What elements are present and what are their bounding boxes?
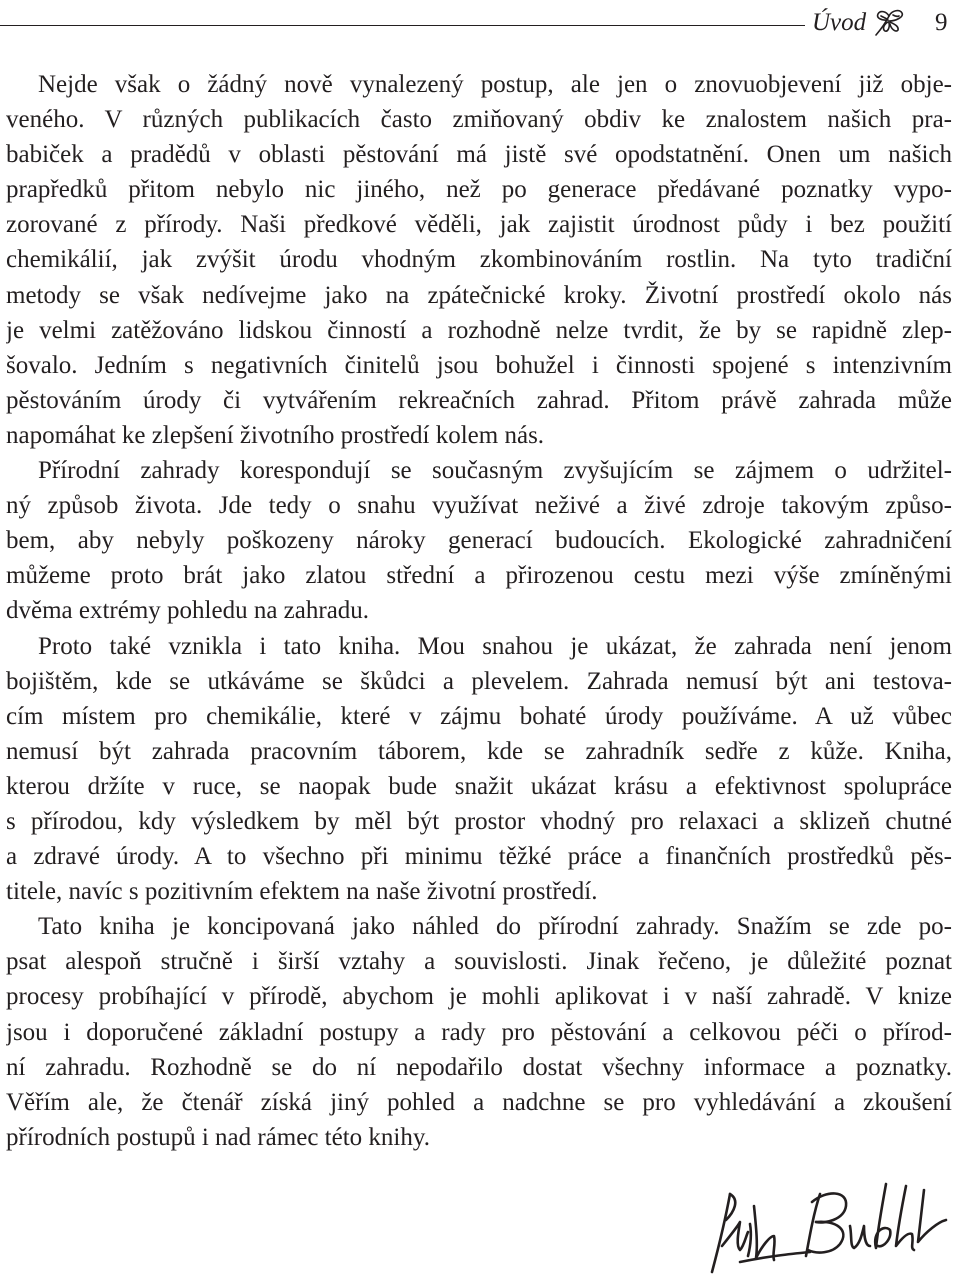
butterfly-ornament-icon bbox=[872, 8, 906, 38]
text-line: psat alespoň stručně i širší vztahy a souvislosti. Jinak řečeno, je důležité poznat bbox=[6, 948, 952, 976]
text-line: ný způsob života. Jde tedy o snahu využívat neživé a živé zdroje takovým způso- bbox=[6, 492, 952, 520]
header-rule bbox=[0, 25, 805, 26]
page-number: 9 bbox=[935, 9, 948, 36]
text-line: kterou držíte v ruce, se naopak bude snažit ukázat krásu a efektivnost spolupráce bbox=[6, 772, 952, 800]
running-header-title: Úvod bbox=[812, 9, 867, 36]
handwritten-signature bbox=[700, 1176, 955, 1280]
text-line: můžeme proto brát jako zlatou střední a přirozenou cestu mezi výše zmíněnými bbox=[6, 562, 952, 590]
text-line: procesy probíhající v přírodě, abychom je mohli aplikovat i v naší zahradě. V knize bbox=[6, 983, 952, 1011]
text-line: pěstováním úrody či vytvářením rekreačních zahrad. Přitom právě zahrada může bbox=[6, 386, 952, 414]
text-line: nemusí být zahrada pracovním táborem, kde se zahradník sedře z kůže. Kniha, bbox=[6, 737, 952, 765]
text-line: a zdravé úrody. A to všechno při minimu těžké práce a finančních prostředků pěs- bbox=[6, 843, 952, 871]
text-line: přírodních postupů i nad rámec této knihy. bbox=[6, 1123, 430, 1151]
text-line: babiček a pradědů v oblasti pěstování má jistě své opodstatnění. Onen um našich bbox=[6, 141, 952, 169]
text-line: veného. V různých publikacích často zmiňovaný obdiv ke znalostem našich pra- bbox=[6, 106, 952, 134]
text-line: s přírodou, kdy výsledkem by měl být prostor vhodný pro relaxaci a sklizeň chutné bbox=[6, 807, 952, 835]
text-line: metody se však nedívejme jako na zpátečnické kroky. Životní prostředí okolo nás bbox=[6, 281, 952, 309]
body-text bbox=[6, 67, 952, 1155]
text-line: bem, aby nebyly poškozeny nároky generací budoucích. Ekologické zahradničení bbox=[6, 527, 952, 555]
text-line: cím místem pro chemikálie, které v zájmu bohaté úrody používáme. A už vůbec bbox=[6, 702, 952, 730]
text-line: jsou i doporučené základní postupy a rady pro pěstování a celkovou péči o přírod- bbox=[6, 1018, 952, 1046]
text-line: titele, navíc s pozitivním efektem na naše životní prostředí. bbox=[6, 878, 598, 906]
text-line: ní zahradu. Rozhodně se do ní nepodařilo dostat všechny informace a poznatky. bbox=[6, 1053, 952, 1081]
text-line: Tato kniha je koncipovaná jako náhled do přírodní zahrady. Snažím se zde po- bbox=[38, 913, 952, 941]
text-line: dvěma extrémy pohledu na zahradu. bbox=[6, 597, 370, 625]
text-line: zorované z přírody. Naši předkové věděli, jak zajistit úrodnost půdy i bez použití bbox=[6, 211, 952, 239]
text-line: Nejde však o žádný nově vynalezený postup, ale jen o znovuobjevení již obje- bbox=[38, 71, 952, 98]
text-line: chemikálií, jak zvýšit úrodu vhodným zkombinováním rostlin. Na tyto tradiční bbox=[6, 246, 952, 274]
text-line: Věřím ale, že čtenář získá jiný pohled a nadchne se pro vyhledávání a zkoušení bbox=[6, 1088, 952, 1116]
text-line: Proto také vznikla i tato kniha. Mou snahou je ukázat, že zahrada není jenom bbox=[38, 632, 952, 660]
text-line: šovalo. Jedním s negativních činitelů jsou bohužel i činnosti spojené s intenzivním bbox=[6, 351, 952, 379]
text-line: je velmi zatěžováno lidskou činností a rozhodně nelze tvrdit, že by se rapidně zlep- bbox=[6, 316, 952, 344]
text-line: napomáhat ke zlepšení životního prostředí kolem nás. bbox=[6, 421, 545, 449]
text-line: prapředků přitom nebylo nic jiného, než po generace předávané poznatky vypo- bbox=[6, 176, 952, 204]
text-line: bojištěm, kde se utkáváme se škůdci a plevelem. Zahrada nemusí být ani testova- bbox=[6, 667, 952, 695]
text-line: Přírodní zahrady korespondují se současným zvyšujícím se zájmem o udržitel- bbox=[38, 457, 952, 485]
